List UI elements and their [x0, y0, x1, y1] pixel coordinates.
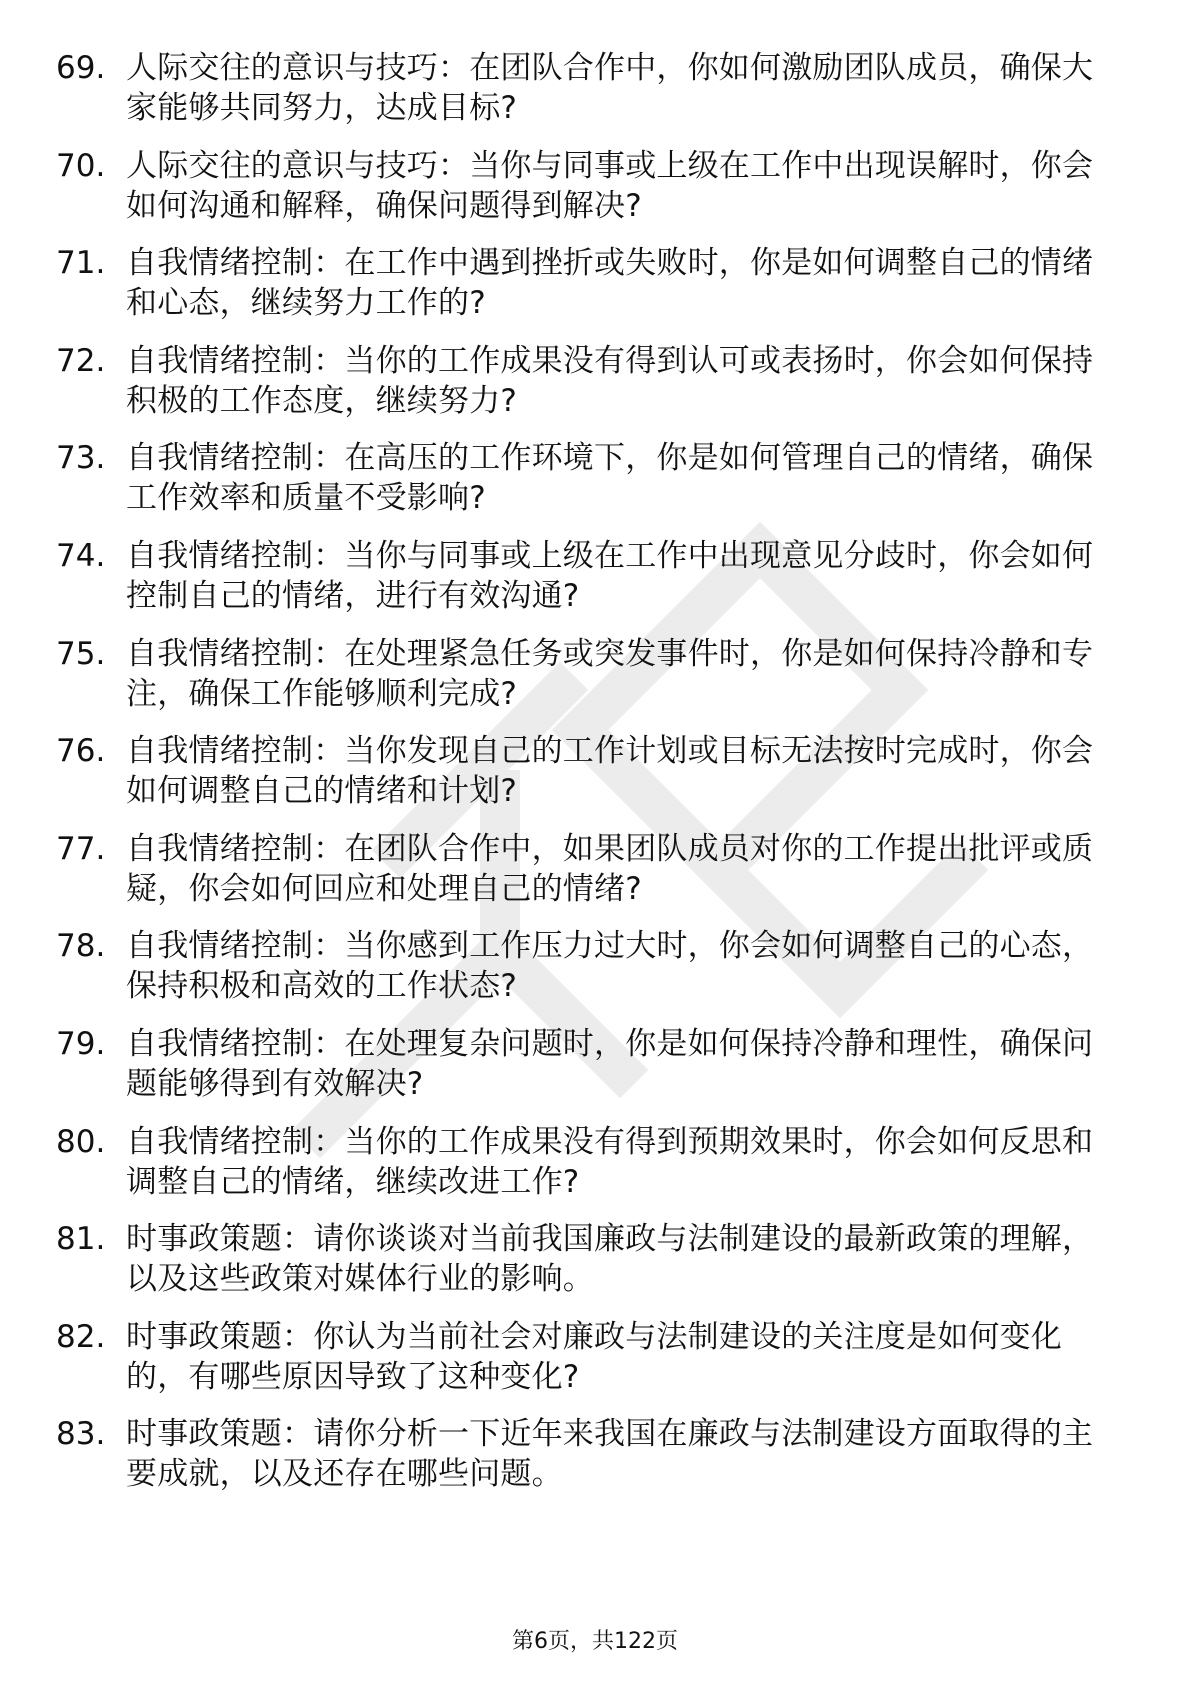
question-item [56, 146, 1116, 226]
question-number: 82. [56, 1318, 106, 1355]
question-text: 自我情绪控制：在工作中遇到挫折或失败时，你是如何调整自己的情绪和心态，继续努力工作的? [126, 245, 1094, 322]
question-text: 自我情绪控制：在处理紧急任务或突发事件时，你是如何保持冷静和专注，确保工作能够顺利完成? [126, 635, 1094, 712]
question-item [56, 438, 1116, 518]
question-number: 83. [56, 1416, 106, 1453]
page-number-label: 第6页，共122页 [512, 1629, 678, 1654]
question-item [56, 1122, 1116, 1202]
question-number: 77. [56, 830, 106, 867]
question-number: 70. [56, 147, 106, 184]
question-number: 71. [56, 245, 106, 282]
question-list [56, 48, 1116, 1512]
question-text: 自我情绪控制：在团队合作中，如果团队成员对你的工作提出批评或质疑，你会如何回应和处理自己的情绪? [126, 830, 1094, 907]
question-number: 72. [56, 342, 106, 379]
question-item [56, 634, 1116, 714]
question-item [56, 926, 1116, 1006]
question-text: 自我情绪控制：当你发现自己的工作计划或目标无法按时完成时，你会如何调整自己的情绪和计划? [126, 733, 1094, 810]
question-number: 76. [56, 733, 106, 770]
question-number: 78. [56, 928, 106, 965]
question-number: 75. [56, 635, 106, 672]
question-text: 自我情绪控制：在高压的工作环境下，你是如何管理自己的情绪，确保工作效率和质量不受影响? [126, 440, 1094, 517]
question-text: 自我情绪控制：在处理复杂问题时，你是如何保持冷静和理性，确保问题能够得到有效解决? [126, 1025, 1094, 1102]
question-text: 自我情绪控制：当你的工作成果没有得到认可或表扬时，你会如何保持积极的工作态度，继续努力? [126, 342, 1094, 419]
question-item [56, 829, 1116, 909]
question-item [56, 48, 1116, 128]
question-item [56, 1024, 1116, 1104]
question-text: 人际交往的意识与技巧：当你与同事或上级在工作中出现误解时，你会如何沟通和解释，确保问题得到解决? [126, 147, 1094, 224]
question-number: 81. [56, 1221, 106, 1258]
question-item [56, 1414, 1116, 1494]
question-text: 自我情绪控制：当你的工作成果没有得到预期效果时，你会如何反思和调整自己的情绪，继续改进工作? [126, 1123, 1094, 1200]
question-item [56, 243, 1116, 323]
question-number: 69. [56, 50, 106, 86]
question-text: 人际交往的意识与技巧：在团队合作中，你如何激励团队成员，确保大家能够共同努力，达成目标? [126, 50, 1094, 126]
question-text: 时事政策题：请你谈谈对当前我国廉政与法制建设的最新政策的理解，以及这些政策对媒体行业的影响。 [126, 1221, 1094, 1298]
question-number: 73. [56, 440, 106, 477]
question-text: 自我情绪控制：当你感到工作压力过大时，你会如何调整自己的心态，保持积极和高效的工作状态? [126, 928, 1094, 1005]
question-item [56, 1317, 1116, 1397]
question-item [56, 1219, 1116, 1299]
question-text: 时事政策题：请你分析一下近年来我国在廉政与法制建设方面取得的主要成就，以及还存在哪些问题。 [126, 1416, 1094, 1493]
page-footer [0, 1628, 1190, 1656]
question-item [56, 341, 1116, 421]
question-text: 自我情绪控制：当你与同事或上级在工作中出现意见分歧时，你会如何控制自己的情绪，进行有效沟通? [126, 537, 1094, 614]
question-item [56, 731, 1116, 811]
question-text: 时事政策题：你认为当前社会对廉政与法制建设的关注度是如何变化的，有哪些原因导致了这种变化? [126, 1318, 1062, 1395]
question-item [56, 536, 1116, 616]
question-number: 79. [56, 1025, 106, 1062]
question-number: 80. [56, 1123, 106, 1160]
question-number: 74. [56, 537, 106, 574]
